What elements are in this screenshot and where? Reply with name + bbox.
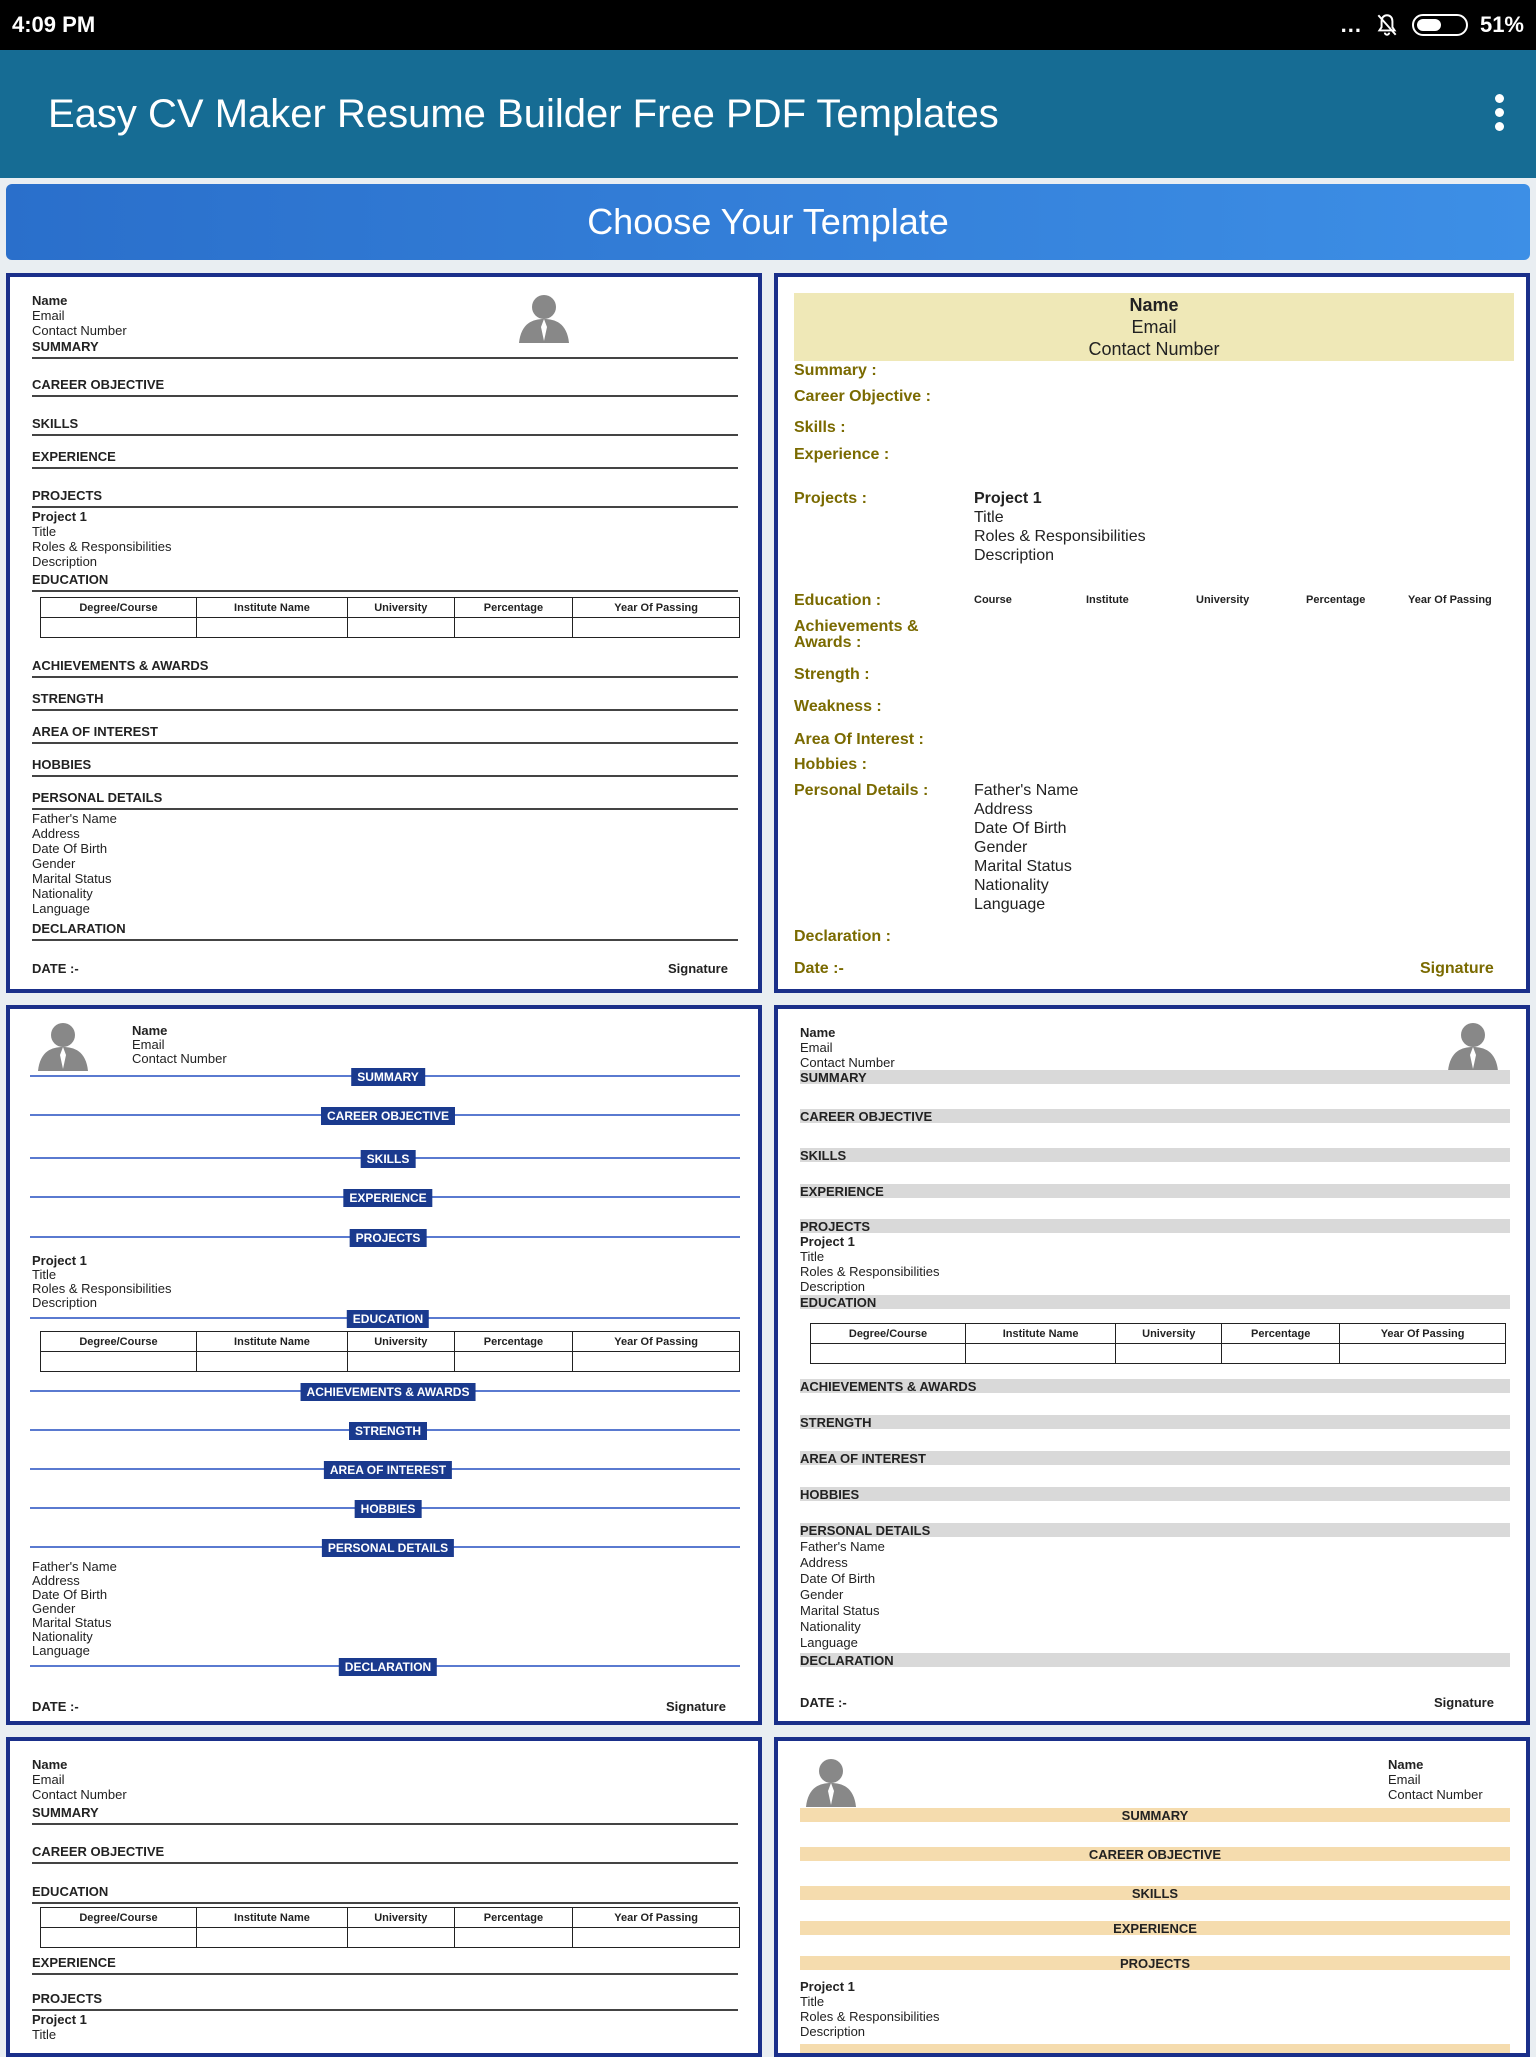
strength-heading: STRENGTH — [32, 691, 104, 706]
education-table: Degree/Course Institute Name University Percentage Year Of Passing — [40, 1907, 740, 1948]
project-title: Title — [32, 524, 57, 539]
status-time: 4:09 PM — [12, 12, 96, 37]
projects-heading: PROJECTS — [32, 1991, 103, 2006]
father-name: Father's Name — [800, 1539, 885, 1554]
project-1: Project 1 — [32, 2012, 87, 2027]
achievements-heading: ACHIEVEMENTS & AWARDS — [32, 658, 209, 673]
hobbies-heading: HOBBIES — [800, 1487, 860, 1502]
interest-heading: Area Of Interest : — [794, 731, 924, 748]
nationality: Nationality — [32, 1629, 93, 1644]
projects-heading: PROJECTS — [32, 488, 103, 503]
avatar-icon — [802, 1755, 860, 1807]
education-table: Degree/Course Institute Name University Percentage Year Of Passing — [810, 1323, 1506, 1364]
nationality: Nationality — [32, 886, 93, 901]
date-label: Date :- — [794, 960, 844, 977]
cv-contact: Contact Number — [1388, 1787, 1483, 1802]
project-description: Description — [800, 2024, 866, 2039]
cv-contact: Contact Number — [32, 1787, 127, 1802]
awards-heading: Awards : — [794, 634, 862, 651]
achievements-heading: Achievements & — [794, 618, 919, 635]
education-table: Degree/Course Institute Name University Percentage Year Of Passing — [40, 597, 740, 638]
father-name: Father's Name — [32, 811, 117, 826]
project-description: Description — [32, 1295, 98, 1310]
cv-contact: Contact Number — [1088, 339, 1220, 359]
edu-col: University — [1196, 594, 1250, 606]
date-label: DATE :- — [32, 1699, 79, 1714]
project-description: Description — [32, 554, 98, 569]
marital-status: Marital Status — [32, 1615, 112, 1630]
marital-status: Marital Status — [974, 858, 1072, 875]
cv-name: Name — [800, 1025, 836, 1040]
hobbies-heading: HOBBIES — [355, 1500, 422, 1518]
gender: Gender — [800, 1587, 844, 1602]
cv-email: Email — [32, 308, 65, 323]
project-1: Project 1 — [974, 490, 1042, 507]
template-card-4[interactable] — [774, 1005, 1530, 1725]
battery-icon — [1412, 14, 1468, 36]
dob: Date Of Birth — [32, 841, 108, 856]
hobbies-heading: Hobbies : — [794, 756, 867, 773]
app-title: Easy CV Maker Resume Builder Free PDF Templates — [48, 92, 999, 136]
cv-name: Name — [32, 293, 68, 308]
address: Address — [32, 1573, 80, 1588]
template-card-5[interactable] — [6, 1737, 762, 2057]
experience-heading: EXPERIENCE — [32, 1955, 116, 1970]
projects-heading: PROJECTS — [350, 1229, 427, 1247]
date-label: DATE :- — [32, 961, 79, 976]
gender: Gender — [32, 1601, 76, 1616]
edu-col: Course — [974, 594, 1012, 606]
projects-heading: PROJECTS — [1119, 1956, 1191, 1971]
cv-email: Email — [1131, 317, 1177, 337]
project-description: Description — [800, 1279, 866, 1294]
language: Language — [800, 1635, 858, 1650]
template-card-1[interactable] — [6, 273, 762, 993]
dob: Date Of Birth — [800, 1571, 876, 1586]
project-1: Project 1 — [32, 1253, 87, 1268]
summary-heading: SUMMARY — [32, 339, 99, 354]
summary-heading: SUMMARY — [32, 1805, 99, 1820]
gender: Gender — [32, 856, 76, 871]
project-title: Title — [32, 1267, 57, 1282]
signature-label: Signature — [668, 961, 728, 976]
address: Address — [974, 801, 1033, 818]
education-heading: EDUCATION — [32, 572, 109, 587]
project-roles: Roles & Responsibilities — [32, 539, 172, 554]
cv-name: Name — [1129, 295, 1179, 315]
father-name: Father's Name — [974, 782, 1079, 799]
experience-heading: EXPERIENCE — [800, 1184, 884, 1199]
skills-heading: Skills : — [794, 419, 846, 436]
achievements-heading: ACHIEVEMENTS & AWARDS — [800, 1379, 977, 1394]
template-card-6[interactable] — [774, 1737, 1530, 2057]
dob: Date Of Birth — [974, 820, 1067, 837]
strength-heading: STRENGTH — [349, 1422, 427, 1440]
signature-label: Signature — [666, 1699, 726, 1714]
declaration-heading: DECLARATION — [339, 1658, 437, 1676]
template-card-3[interactable] — [6, 1005, 762, 1725]
skills-heading: SKILLS — [32, 416, 79, 431]
avatar-icon — [34, 1019, 92, 1071]
weakness-heading: Weakness : — [794, 698, 882, 715]
signature-label: Signature — [1420, 960, 1494, 977]
career-heading: Career Objective : — [794, 388, 931, 405]
cv-email: Email — [1388, 1772, 1421, 1787]
date-label: DATE :- — [800, 1695, 847, 1710]
hobbies-heading: HOBBIES — [32, 757, 92, 772]
project-1: Project 1 — [800, 1234, 855, 1249]
project-title: Title — [800, 1994, 825, 2009]
gender: Gender — [974, 839, 1028, 856]
project-roles: Roles & Responsibilities — [32, 1281, 172, 1296]
strength-heading: STRENGTH — [800, 1415, 872, 1430]
education-heading: EDUCATION — [32, 1884, 109, 1899]
edu-col: Percentage — [1306, 594, 1366, 606]
cv-name: Name — [32, 1757, 68, 1772]
declaration-heading: Declaration : — [794, 928, 891, 945]
project-1: Project 1 — [32, 509, 87, 524]
edu-col: Institute — [1086, 594, 1129, 606]
bell-muted-icon — [1374, 12, 1400, 38]
avatar-icon — [515, 291, 573, 343]
education-heading: EDUCATION — [347, 1310, 429, 1328]
strength-heading: Strength : — [794, 666, 870, 683]
app-bar — [0, 50, 1536, 178]
nationality: Nationality — [974, 877, 1049, 894]
cv-email: Email — [32, 1772, 65, 1787]
declaration-heading: DECLARATION — [800, 1653, 894, 1668]
cv-email: Email — [132, 1037, 165, 1052]
career-heading: CAREER OBJECTIVE — [321, 1107, 455, 1125]
edu-col: Year Of Passing — [1408, 594, 1492, 606]
declaration-heading: DECLARATION — [32, 921, 126, 936]
interest-heading: AREA OF INTEREST — [32, 724, 158, 739]
experience-heading: EXPERIENCE — [343, 1189, 432, 1207]
dob: Date Of Birth — [32, 1587, 108, 1602]
cv-contact: Contact Number — [32, 323, 127, 338]
career-heading: CAREER OBJECTIVE — [32, 1844, 165, 1859]
project-title: Title — [800, 1249, 825, 1264]
project-roles: Roles & Responsibilities — [800, 2009, 940, 2024]
projects-heading: Projects : — [794, 490, 867, 507]
skills-heading: SKILLS — [1131, 1886, 1179, 1901]
address: Address — [800, 1555, 848, 1570]
cv-name: Name — [132, 1023, 168, 1038]
nationality: Nationality — [800, 1619, 861, 1634]
summary-heading: Summary : — [794, 362, 877, 379]
status-bar — [0, 0, 1536, 50]
personal-heading: PERSONAL DETAILS — [800, 1523, 931, 1538]
interest-heading: AREA OF INTEREST — [800, 1451, 926, 1466]
skills-heading: SKILLS — [361, 1150, 416, 1168]
personal-heading: PERSONAL DETAILS — [32, 790, 163, 805]
experience-heading: EXPERIENCE — [1113, 1921, 1197, 1936]
overflow-menu-icon[interactable] — [1492, 94, 1506, 134]
language: Language — [32, 901, 90, 916]
project-title: Title — [974, 509, 1004, 526]
project-title: Title — [32, 2027, 57, 2042]
project-roles: Roles & Responsibilities — [974, 528, 1146, 545]
career-heading: CAREER OBJECTIVE — [1088, 1847, 1222, 1862]
language: Language — [32, 1643, 90, 1658]
choose-template-banner: Choose Your Template — [6, 184, 1530, 260]
cv-contact: Contact Number — [132, 1051, 227, 1066]
career-heading: CAREER OBJECTIVE — [800, 1109, 933, 1124]
summary-heading: SUMMARY — [351, 1068, 425, 1086]
marital-status: Marital Status — [800, 1603, 880, 1618]
project-description: Description — [974, 547, 1055, 564]
address: Address — [32, 826, 80, 841]
education-heading: Education : — [794, 592, 882, 609]
father-name: Father's Name — [32, 1559, 117, 1574]
template-card-2[interactable] — [774, 273, 1530, 993]
interest-heading: AREA OF INTEREST — [324, 1461, 452, 1479]
experience-heading: EXPERIENCE — [32, 449, 116, 464]
career-heading: CAREER OBJECTIVE — [32, 377, 165, 392]
signature-label: Signature — [1434, 1695, 1494, 1710]
education-heading: EDUCATION — [800, 1295, 877, 1310]
project-roles: Roles & Responsibilities — [800, 1264, 940, 1279]
language: Language — [974, 896, 1046, 913]
avatar-icon — [1444, 1019, 1502, 1071]
projects-heading: PROJECTS — [800, 1219, 871, 1234]
personal-heading: PERSONAL DETAILS — [322, 1539, 454, 1557]
skills-heading: SKILLS — [800, 1148, 847, 1163]
experience-heading: Experience : — [794, 446, 890, 463]
personal-heading: Personal Details : — [794, 782, 929, 799]
more-notifications-icon: ... — [1340, 12, 1362, 37]
marital-status: Marital Status — [32, 871, 112, 886]
cv-email: Email — [800, 1040, 833, 1055]
project-1: Project 1 — [800, 1979, 855, 1994]
summary-heading: SUMMARY — [800, 1070, 867, 1085]
cv-name: Name — [1388, 1757, 1424, 1772]
summary-heading: SUMMARY — [1121, 1808, 1189, 1823]
achievements-heading: ACHIEVEMENTS & AWARDS — [301, 1383, 476, 1401]
education-table: Degree/Course Institute Name University Percentage Year Of Passing — [40, 1331, 740, 1372]
cv-contact: Contact Number — [800, 1055, 895, 1070]
battery-level: 51% — [1479, 12, 1524, 37]
